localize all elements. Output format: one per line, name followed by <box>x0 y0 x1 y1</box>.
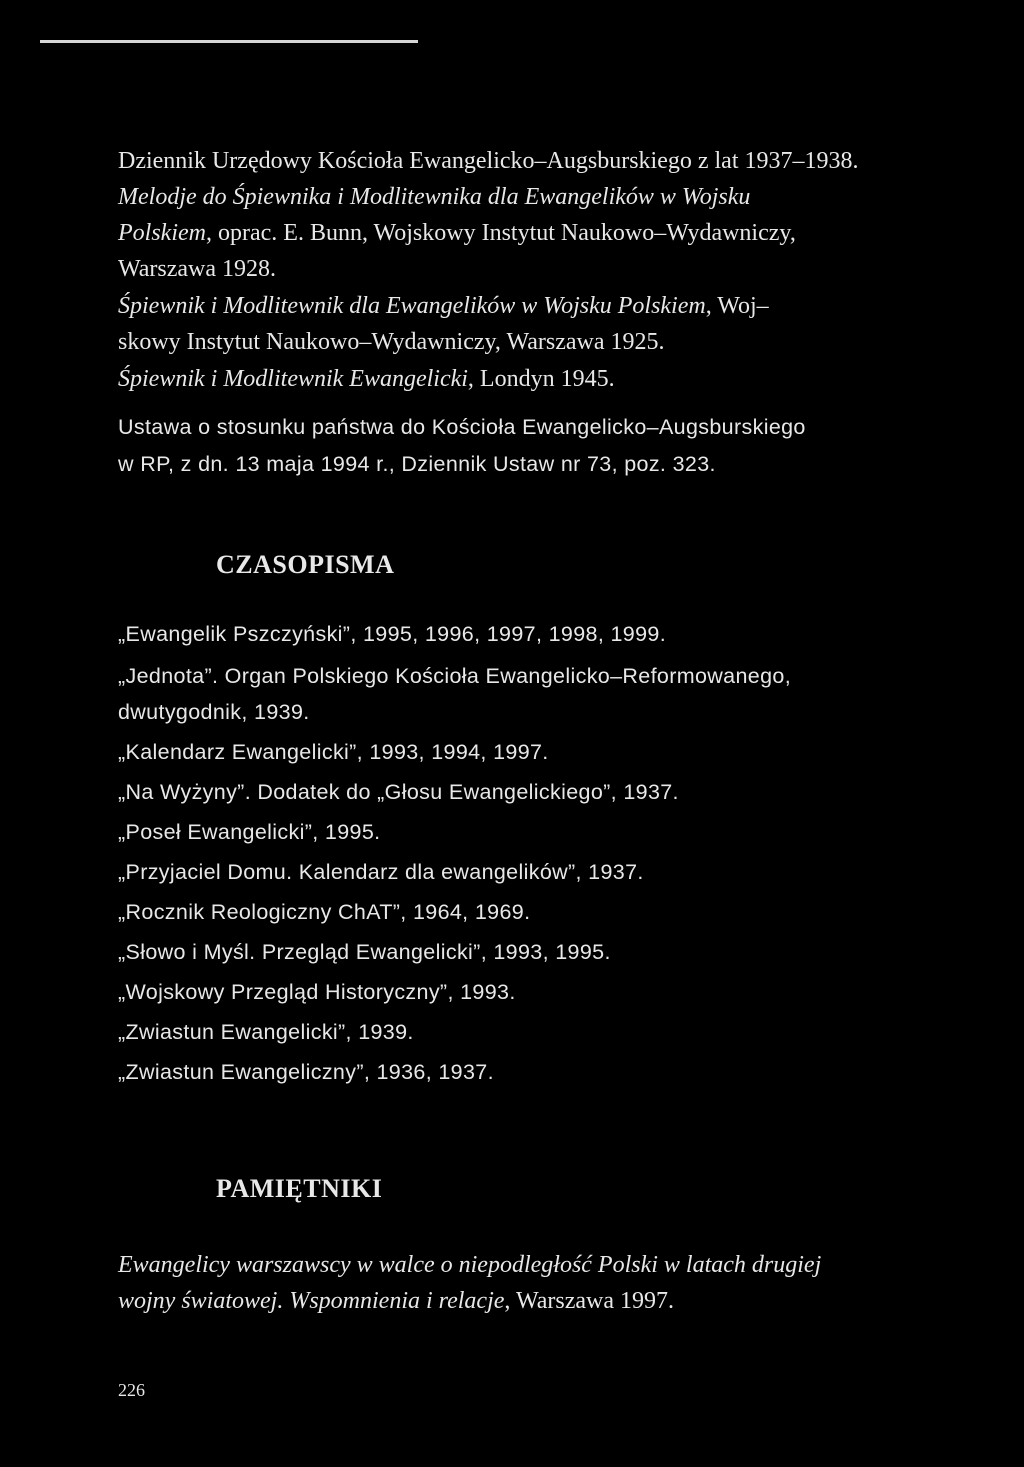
journal-line: „Rocznik Reologiczny ChAT”, 1964, 1969. <box>118 900 531 924</box>
memoir-line-2 <box>118 1286 674 1316</box>
text-run: Śpiewnik i Modlitewnik dla Ewangelików w Wojsku Polskiem <box>118 293 706 319</box>
top-rule <box>40 40 418 43</box>
text-run: Dziennik Urzędowy Kościoła Ewangelicko–Augsburskiego z lat 1937–1938. <box>118 148 859 174</box>
journal-line: „Zwiastun Ewangelicki”, 1939. <box>118 1020 414 1044</box>
bib-entry-2-line-3 <box>118 254 276 284</box>
section-heading-czasopisma: CZASOPISMA <box>216 550 395 579</box>
memoir-line-1 <box>118 1250 821 1280</box>
text-run: w RP, z dn. 13 maja 1994 r., Dziennik Ustaw nr 73, poz. 323. <box>118 452 716 476</box>
journal-line: „Ewangelik Pszczyński”, 1995, 1996, 1997, 1998, 1999. <box>118 622 667 646</box>
page-number: 226 <box>118 1380 145 1400</box>
bib-entry-3-line-1 <box>118 291 769 321</box>
journal-line: dwutygodnik, 1939. <box>118 700 310 724</box>
bib-entry-5-line-1 <box>118 412 806 442</box>
text-run: Melodje do Śpiewnika i Modlitewnika dla Ewangelików w Wojsku <box>118 184 751 210</box>
journal-line: „Przyjaciel Domu. Kalendarz dla ewangelików”, 1937. <box>118 860 644 884</box>
journal-line: „Na Wyżyny”. Dodatek do „Głosu Ewangelickiego”, 1937. <box>118 780 679 804</box>
text-run: , oprac. E. Bunn, Wojskowy Instytut Naukowo–Wydawniczy, <box>205 220 796 246</box>
journal-line: „Jednota”. Organ Polskiego Kościoła Ewangelicko–Reformowanego, <box>118 664 792 688</box>
bib-entry-2-line-1 <box>118 182 750 212</box>
text-run: , Londyn 1945. <box>467 366 615 392</box>
journal-line: „Kalendarz Ewangelicki”, 1993, 1994, 1997. <box>118 740 549 764</box>
bib-entry-2-line-2 <box>118 218 796 248</box>
text-run: , Warszawa 1997. <box>504 1288 674 1314</box>
bib-entry-4-line-1 <box>118 364 615 394</box>
text-run: Śpiewnik i Modlitewnik Ewangelicki <box>118 366 468 392</box>
text-run: wojny światowej. Wspomnienia i relacje <box>118 1288 505 1314</box>
bib-entry-1-line-1 <box>118 146 859 176</box>
journal-line: „Wojskowy Przegląd Historyczny”, 1993. <box>118 980 516 1004</box>
section-heading-pamietniki: PAMIĘTNIKI <box>216 1174 383 1203</box>
text-run: Polskiem <box>118 220 206 246</box>
journal-line: „Zwiastun Ewangeliczny”, 1936, 1937. <box>118 1060 494 1084</box>
text-run: skowy Instytut Naukowo–Wydawniczy, Warszawa 1925. <box>118 329 665 355</box>
text-run: Ustawa o stosunku państwa do Kościoła Ewangelicko–Augsburskiego <box>118 415 806 439</box>
text-run: Warszawa 1928. <box>118 256 277 282</box>
journal-line: „Poseł Ewangelicki”, 1995. <box>118 820 381 844</box>
journal-line: „Słowo i Myśl. Przegląd Ewangelicki”, 1993, 1995. <box>118 940 611 964</box>
bib-entry-3-line-2 <box>118 327 665 357</box>
text-run: Ewangelicy warszawscy w walce o niepodległość Polski w latach drugiej <box>118 1252 822 1278</box>
bib-entry-5-line-2 <box>118 449 716 479</box>
text-run: , Woj– <box>705 293 769 319</box>
